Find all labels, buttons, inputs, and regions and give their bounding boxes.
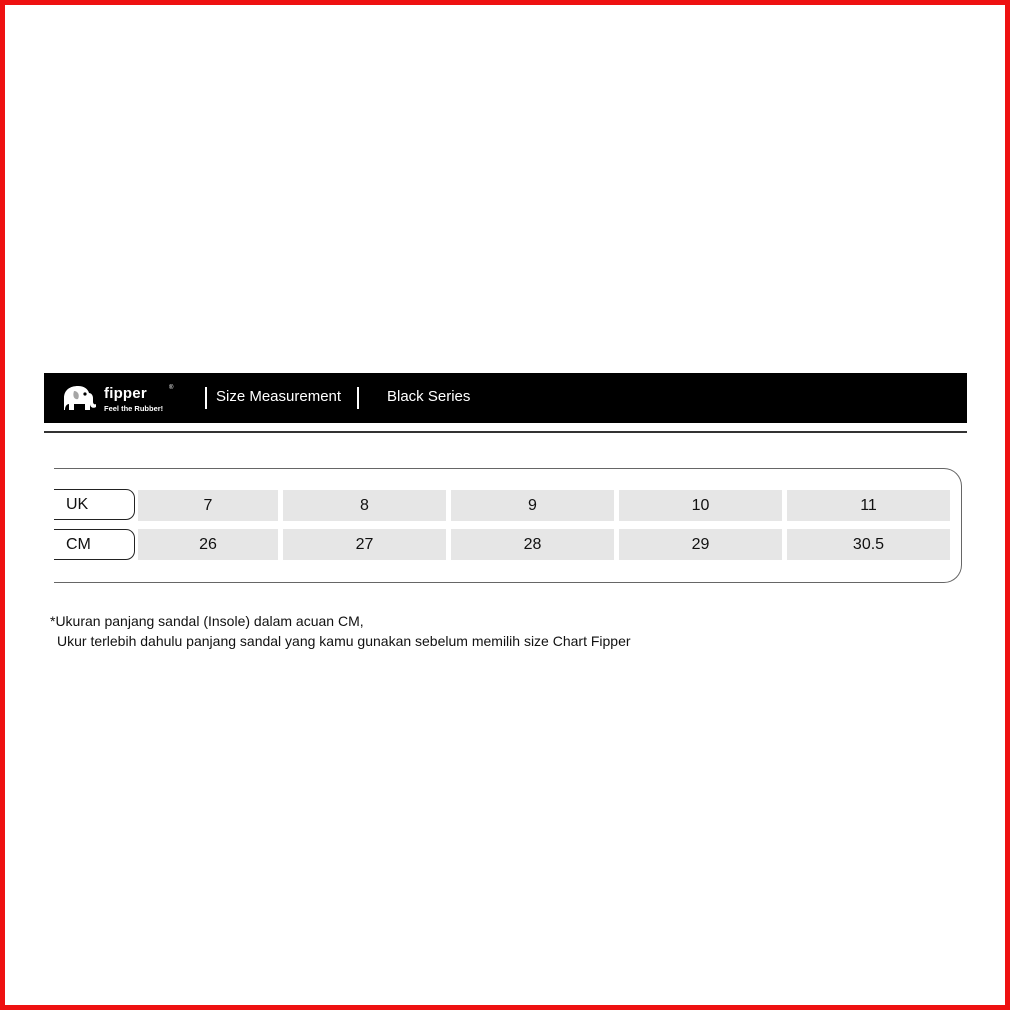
table-cell: 30.5 — [787, 529, 950, 560]
table-cell: 27 — [283, 529, 446, 560]
header-divider — [205, 387, 207, 409]
table-cell: 11 — [787, 490, 950, 521]
header-divider — [357, 387, 359, 409]
table-cell: 10 — [619, 490, 782, 521]
header-bar — [44, 373, 967, 423]
brand-tagline: Feel the Rubber! — [104, 404, 164, 413]
size-note — [50, 611, 631, 651]
size-table-frame — [54, 468, 962, 583]
table-cell: 28 — [451, 529, 614, 560]
table-cell: 29 — [619, 529, 782, 560]
table-cell: 8 — [283, 490, 446, 521]
header-underline — [44, 431, 967, 433]
table-cell: 9 — [451, 490, 614, 521]
header-title: Size Measurement — [216, 388, 342, 405]
note-line-2: Ukur terlebih dahulu panjang sandal yang kamu gunakan sebelum memilih size Chart Fipper — [57, 633, 631, 649]
registered-mark: ® — [169, 385, 174, 391]
brand-logo — [60, 382, 200, 416]
header-series: Black Series — [387, 388, 471, 405]
row-label-uk: UK — [54, 489, 135, 520]
row-label-cm: CM — [54, 529, 135, 560]
elephant-icon — [60, 384, 98, 412]
table-cell: 7 — [138, 490, 278, 521]
note-line-1: *Ukuran panjang sandal (Insole) dalam acuan CM, — [50, 613, 364, 629]
brand-name: fipper — [104, 385, 147, 402]
table-cell: 26 — [138, 529, 278, 560]
